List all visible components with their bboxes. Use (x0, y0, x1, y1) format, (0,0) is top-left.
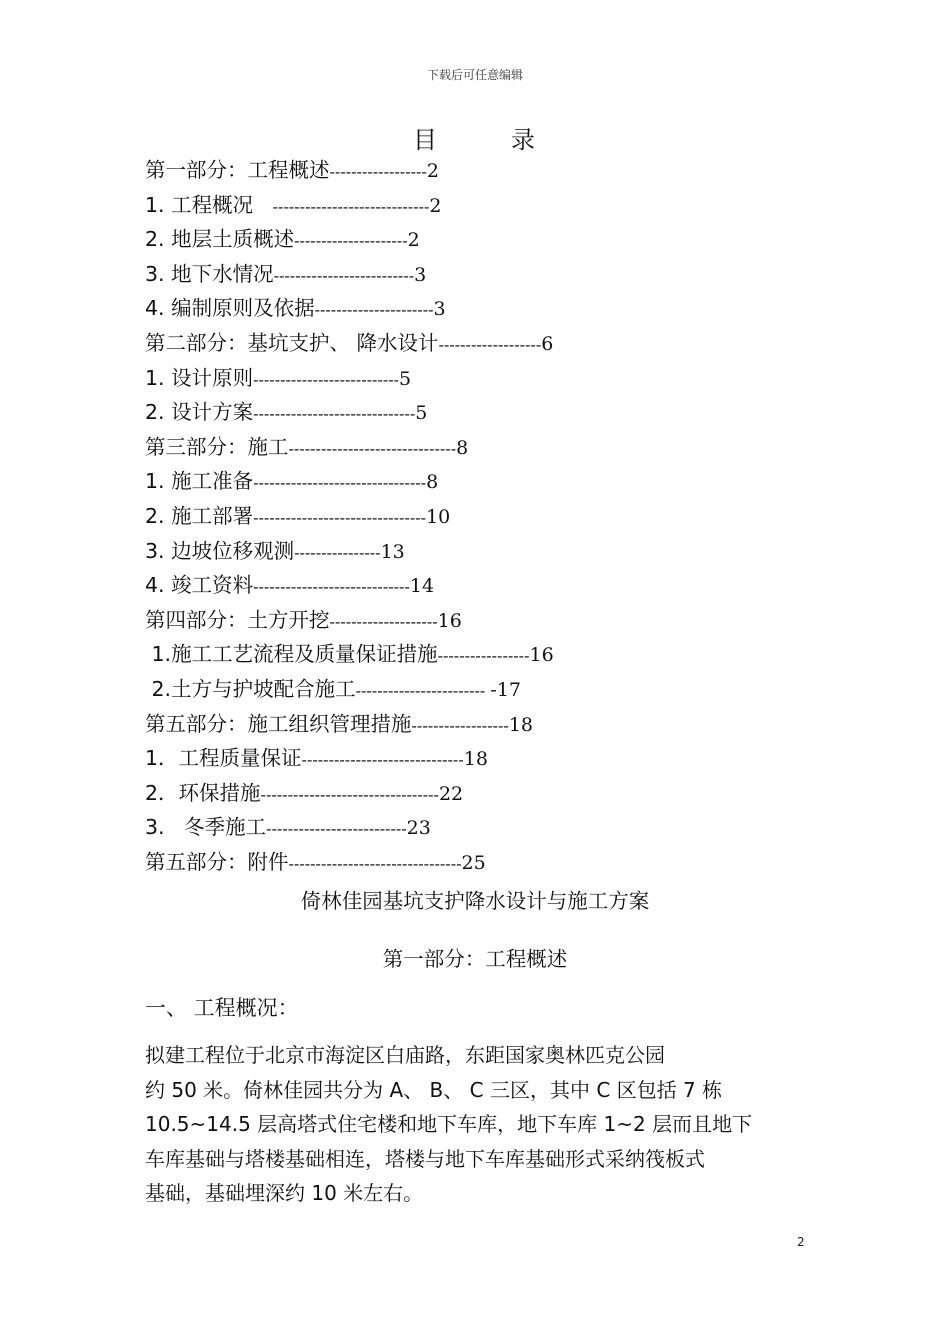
toc-entry-label: 2.土方与护坡配合施工 (145, 677, 356, 701)
toc-entry-label: 2. 施工部署 (145, 504, 254, 528)
toc-entry-leader: ------------------- (438, 335, 542, 354)
toc-entry-page: 23 (406, 817, 431, 840)
toc-entry-leader: ---------------- (294, 542, 381, 562)
toc-entry-leader: -------------------------------- (253, 473, 427, 493)
toc-entry[interactable] (145, 155, 439, 185)
toc-entry-leader: -------------------------------- (253, 508, 427, 527)
toc-entry-page: 2 (429, 194, 442, 217)
toc-entry-leader: ----------------------------- (253, 577, 410, 597)
toc-entry-leader: ---------------------- (314, 300, 434, 320)
part-title: 第一部分：工程概述 (382, 947, 568, 971)
toc-entry-label: 第三部分：施工 (145, 434, 289, 459)
toc-entry-page: 13 (380, 540, 405, 563)
toc-entry-page: 5 (415, 402, 428, 425)
toc-entry-leader: ------------------------ (355, 681, 491, 700)
toc-entry-label: 3. 冬季施工 (145, 815, 267, 840)
toc-entry-label: 第四部分：土方开挖 (145, 607, 330, 632)
toc-entry-page: 18 (508, 713, 533, 736)
section-heading: 一、 工程概况： (145, 996, 299, 1020)
toc-entry-leader: -------------------------- (273, 265, 415, 285)
toc-entry-label: 第五部分：附件 (145, 850, 289, 874)
toc-entry-page: 2 (407, 229, 420, 252)
paragraph-line: 10.5~14.5 层高塔式住宅楼和地下车库，地下车库 1~2 层而且地下 (145, 1112, 753, 1136)
document-title: 倚林佳园基坑支护降水设计与施工方案 (300, 889, 650, 913)
toc-entry[interactable] (145, 501, 450, 531)
toc-entry-page: 22 (438, 782, 464, 805)
header-note: 下载后可任意编辑 (426, 68, 523, 82)
toc-entry-leader: ------------------------------- (288, 438, 457, 458)
toc-entry-page: 16 (437, 609, 462, 632)
toc-entry-page: 2 (426, 160, 439, 182)
paragraph-line: 基础，基础埋深约 10 米左右。 (145, 1181, 424, 1205)
toc-entry-leader: ------------------ (329, 162, 427, 181)
toc-entry-label: 4. 竣工资料 (145, 573, 254, 598)
toc-entry[interactable] (145, 397, 427, 427)
toc-entry[interactable] (145, 224, 420, 254)
toc-entry-page: 10 (426, 506, 451, 528)
toc-entry[interactable] (145, 259, 426, 289)
paragraph-line: 车库基础与塔楼基础相连，塔楼与地下车库基础形式采纳筏板式 (145, 1146, 705, 1171)
toc-entry-label: 2. 地层土质概述 (145, 227, 295, 252)
paragraph-line: 拟建工程位于北京市海淀区白庙路，东距国家奥林匹克公园 (145, 1043, 665, 1067)
toc-entry-leader: ------------------------------ (301, 750, 464, 770)
toc-entry-label: 1．工程质量保证 (145, 746, 302, 771)
toc-entry[interactable] (145, 847, 486, 877)
toc-entry-label: 1.施工工艺流程及质量保证措施 (145, 642, 438, 667)
toc-title (0, 120, 950, 155)
toc-entry-page: 8 (456, 436, 469, 459)
toc-entry[interactable] (145, 328, 553, 358)
toc-entry-page: 18 (463, 748, 488, 771)
page-number: 2 (797, 1235, 805, 1249)
toc-entry-leader: -------------------------- (266, 819, 407, 839)
toc-entry-leader: --------------------------------- (260, 784, 439, 804)
toc-entry-page: 16 (529, 644, 554, 667)
toc-entry-page: 8 (426, 471, 439, 494)
toc-entry-page: -17 (490, 679, 522, 701)
body-paragraph (145, 1038, 810, 1211)
toc-entry-leader: ------------------------------ (253, 404, 416, 424)
toc-entry[interactable] (145, 674, 521, 704)
toc-entry-leader: ------------------ (411, 715, 509, 735)
toc-entry-leader: --------------------- (294, 231, 408, 251)
toc-entry-page: 3 (433, 298, 446, 321)
toc-entry[interactable] (145, 363, 411, 393)
toc-entry-label: 第一部分：工程概述 (145, 158, 330, 182)
toc-entry-leader: -------------------------------- (288, 854, 462, 873)
toc-entry[interactable] (145, 536, 405, 566)
toc-entry-page: 6 (541, 333, 554, 355)
toc-entry-label: 2．环保措施 (145, 780, 261, 805)
toc-entry-label: 第五部分：施工组织管理措施 (145, 711, 412, 736)
toc-entry-page: 14 (409, 575, 435, 598)
toc-entry-label: 3. 地下水情况 (145, 261, 274, 286)
paragraph-line: 约 50 米。倚林佳园共分为 A、 B、 C 三区，其中 C 区包括 7 栋 (145, 1077, 723, 1102)
toc-entry[interactable] (145, 743, 488, 773)
toc-entry-page: 25 (461, 852, 486, 874)
toc-entry-label: 1. 工程概况 (145, 192, 273, 217)
toc-entry[interactable] (145, 812, 431, 842)
toc-entry[interactable] (145, 778, 463, 808)
toc-entry[interactable] (145, 190, 442, 220)
toc-entry[interactable] (145, 709, 533, 739)
toc-entry-label: 1. 设计原则 (145, 365, 254, 390)
toc-entry[interactable] (145, 570, 434, 600)
toc-entry-label: 1. 施工准备 (145, 469, 254, 494)
toc-entry-label: 3. 边坡位移观测 (145, 538, 295, 563)
toc-entry-label: 第二部分：基坑支护、 降水设计 (145, 331, 439, 355)
toc-entry[interactable] (145, 432, 468, 462)
toc-entry-leader: ----------------------------- (272, 196, 430, 216)
toc-entry-page: 5 (399, 367, 412, 390)
toc-title-left: 目 (413, 126, 439, 154)
toc-entry-label: 2. 设计方案 (145, 400, 254, 425)
toc-entry-leader: -------------------- (329, 611, 438, 631)
toc-entry-leader: --------------------------- (253, 369, 400, 389)
toc-entry[interactable] (145, 466, 438, 496)
toc-entry-page: 3 (414, 263, 427, 286)
toc-title-right: 录 (511, 126, 537, 154)
toc-entry[interactable] (145, 605, 462, 635)
toc-entry-label: 4. 编制原则及依据 (145, 296, 315, 321)
toc-entry-leader: ----------------- (437, 646, 530, 666)
toc-entry[interactable] (145, 293, 446, 323)
toc-entry[interactable] (145, 639, 554, 669)
